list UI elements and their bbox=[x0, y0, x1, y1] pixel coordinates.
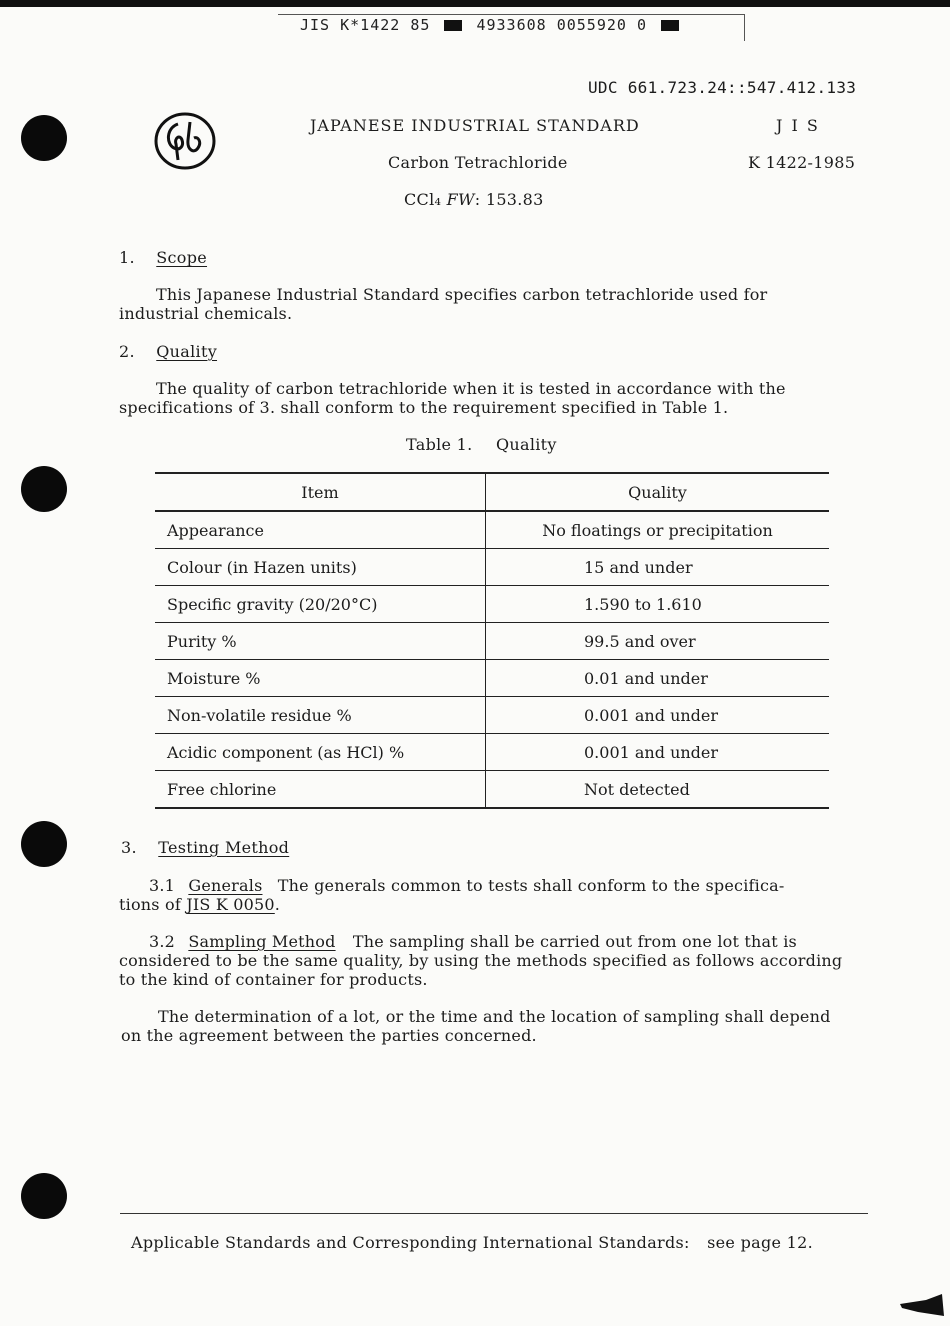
table-caption-title: Quality bbox=[495, 435, 557, 454]
section-title: Testing Method bbox=[158, 838, 290, 857]
table-cell-item: Purity % bbox=[155, 623, 486, 660]
footer-page-ref: see page 12. bbox=[707, 1233, 813, 1252]
formula-line bbox=[404, 190, 544, 209]
standard-number: K 1422-1985 bbox=[748, 153, 856, 172]
udc-code: UDC 661.723.24::547.412.133 bbox=[588, 78, 857, 97]
table-header-row bbox=[155, 473, 829, 511]
table-row bbox=[155, 549, 829, 586]
formula-fw-value: : 153.83 bbox=[474, 190, 544, 209]
table-row bbox=[155, 771, 829, 809]
scope-paragraph: This Japanese Industrial Standard specifies carbon tetrachloride used for industrial chemicals. bbox=[119, 285, 768, 323]
table-cell-item: Free chlorine bbox=[155, 771, 486, 809]
formula-fw-label: FW bbox=[446, 190, 475, 209]
subsection-3-2 bbox=[119, 932, 847, 989]
section-scope-heading bbox=[119, 248, 207, 267]
table-cell-item: Acidic component (as HCl) % bbox=[155, 734, 486, 771]
standard-title: JAPANESE INDUSTRIAL STANDARD bbox=[310, 116, 640, 135]
footer-text: Applicable Standards and Corresponding International Standards: bbox=[131, 1233, 690, 1252]
table-row bbox=[155, 697, 829, 734]
table-cell-quality: 0.01 and under bbox=[584, 668, 708, 688]
scan-mark-icon bbox=[896, 1290, 946, 1320]
subsection-title: Generals bbox=[188, 876, 263, 895]
subsection-text: The sampling shall be carried out from one lot that is considered to be the same quality, by using the methods specified as follows according to the kind of container for products. bbox=[119, 932, 843, 989]
table-row bbox=[155, 660, 829, 697]
section-title: Quality bbox=[156, 342, 218, 361]
table-header-cell: Item bbox=[155, 473, 486, 511]
quality-table bbox=[155, 472, 829, 809]
barcode-block-icon bbox=[444, 20, 462, 31]
header-code-left: JIS K*1422 85 bbox=[300, 16, 431, 34]
header-code-middle: 4933608 0055920 0 bbox=[476, 16, 647, 34]
section-number: 2. bbox=[119, 342, 135, 361]
table-row bbox=[155, 511, 829, 549]
table-cell-item: Moisture % bbox=[155, 660, 486, 697]
table-cell-quality: No floatings or precipitation bbox=[542, 520, 773, 540]
subsection-title: Sampling Method bbox=[188, 932, 336, 951]
section-number: 3. bbox=[121, 838, 137, 857]
table-caption bbox=[406, 435, 557, 454]
table-row bbox=[155, 734, 829, 771]
section-testing-heading bbox=[121, 838, 289, 857]
subsection-number: 3.1 bbox=[149, 876, 176, 895]
table-caption-number: Table 1. bbox=[406, 435, 473, 454]
table-row bbox=[155, 623, 829, 660]
jis-label: J I S bbox=[776, 116, 820, 135]
table-header-cell: Quality bbox=[628, 482, 687, 502]
jis-reference-link: JIS K 0050 bbox=[186, 895, 275, 914]
header-code bbox=[300, 16, 683, 34]
subsection-number: 3.2 bbox=[149, 932, 176, 951]
punch-hole-icon bbox=[21, 1173, 67, 1219]
punch-hole-icon bbox=[21, 466, 67, 512]
table-cell-item: Specific gravity (20/20°C) bbox=[155, 586, 486, 623]
table-cell-quality: 0.001 and under bbox=[584, 742, 719, 762]
table-cell-item: Non-volatile residue % bbox=[155, 697, 486, 734]
punch-hole-icon bbox=[21, 115, 67, 161]
subsection-text: The generals common to tests shall conform to the specifica- bbox=[277, 876, 785, 895]
punch-hole-icon bbox=[21, 821, 67, 867]
table-cell-quality: Not detected bbox=[584, 779, 690, 799]
section-number: 1. bbox=[119, 248, 135, 267]
table-cell-quality: 1.590 to 1.610 bbox=[584, 594, 702, 614]
subsection-text: tions of bbox=[119, 895, 181, 914]
scan-top-band bbox=[0, 0, 950, 7]
table-cell-quality: 0.001 and under bbox=[584, 705, 719, 725]
section-title: Scope bbox=[156, 248, 208, 267]
formula-compound: CCl₄ bbox=[404, 190, 442, 209]
subsection-text: . bbox=[274, 895, 281, 914]
table-cell-quality: 15 and under bbox=[584, 557, 693, 577]
table-cell-quality: 99.5 and over bbox=[584, 631, 696, 651]
table-row bbox=[155, 586, 829, 623]
section-quality-heading bbox=[119, 342, 217, 361]
quality-paragraph: The quality of carbon tetrachloride when it is tested in accordance with the specifications of 3. shall conform to the requirement specified in Table 1. bbox=[119, 379, 786, 417]
footer-note bbox=[131, 1233, 813, 1252]
footer-rule bbox=[120, 1213, 868, 1214]
table-cell-item: Appearance bbox=[155, 511, 486, 549]
jis-logo-icon bbox=[152, 110, 218, 172]
subject-title: Carbon Tetrachloride bbox=[388, 153, 568, 172]
barcode-block-icon bbox=[661, 20, 679, 31]
table-cell-item: Colour (in Hazen units) bbox=[155, 549, 486, 586]
lot-paragraph: The determination of a lot, or the time and the location of sampling shall depend on the agreement between the parties concerned. bbox=[121, 1007, 831, 1045]
subsection-3-1 bbox=[119, 876, 849, 914]
